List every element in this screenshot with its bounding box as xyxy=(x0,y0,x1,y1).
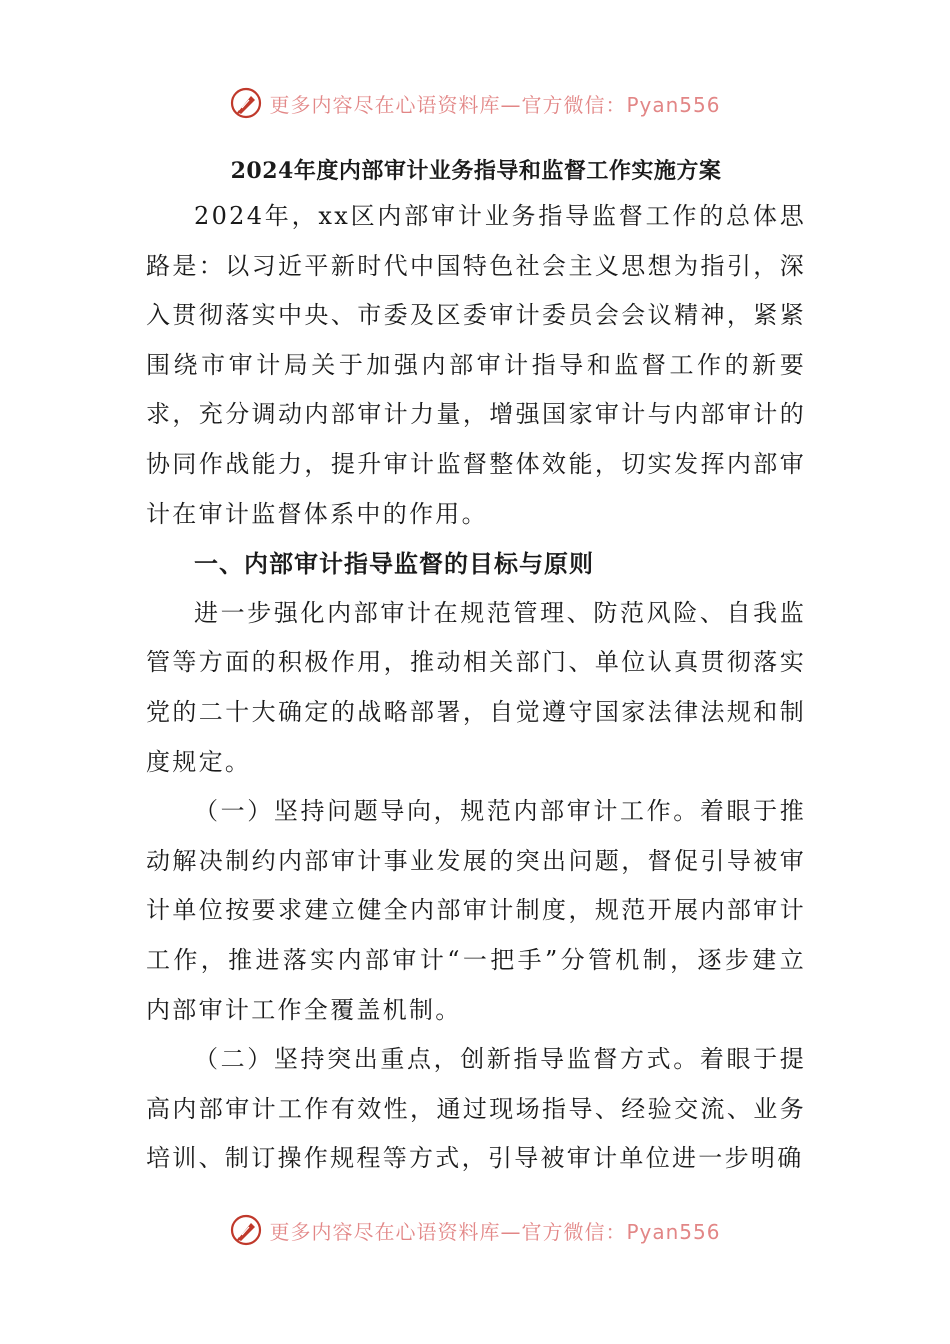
pen-nib-icon xyxy=(229,1213,263,1247)
pen-nib-icon xyxy=(229,86,263,120)
document-title: 2024年度内部审计业务指导和监督工作实施方案 xyxy=(230,158,722,184)
watermark-text: 更多内容尽在心语资料库—官方微信：Pyan556 xyxy=(269,92,721,117)
paragraph-item-1: （一）坚持问题导向，规范内部审计工作。着眼于推动解决制约内部审计事业发展的突出问题，督促引导被审计单位按要求建立健全内部审计制度，规范开展内部审计工作，推进落实内部审计“一把手”分管机制，逐步建立内部审计工作全覆盖机制。 xyxy=(146,797,806,1024)
paragraph-goals: 进一步强化内部审计在规范管理、防范风险、自我监管等方面的积极作用，推动相关部门、单位认真贯彻落实党的二十大确定的战略部署，自觉遵守国家法律法规和制度规定。 xyxy=(146,598,806,776)
watermark-footer xyxy=(0,1210,950,1250)
paragraph-item-2: （二）坚持突出重点，创新指导监督方式。着眼于提高内部审计工作有效性，通过现场指导、经验交流、业务培训、制订操作规程等方式，引导被审计单位进一步明确 xyxy=(146,1045,806,1173)
section-heading-1: 一、内部审计指导监督的目标与原则 xyxy=(194,549,594,579)
document-body xyxy=(146,150,806,1184)
paragraph-intro: 2024年，xx区内部审计业务指导监督工作的总体思路是：以习近平新时代中国特色社会主义思想为指引，深入贯彻落实中央、市委及区委审计委员会会议精神，紧紧围绕市审计局关于加强内部审计指导和监督工作的新要求，充分调动内部审计力量，增强国家审计与内部审计的协同作战能力，提升审计监督整体效能，切实发挥内部审计在审计监督体系中的作用。 xyxy=(146,202,806,528)
watermark-header xyxy=(0,83,950,123)
watermark-text: 更多内容尽在心语资料库—官方微信：Pyan556 xyxy=(269,1219,721,1244)
